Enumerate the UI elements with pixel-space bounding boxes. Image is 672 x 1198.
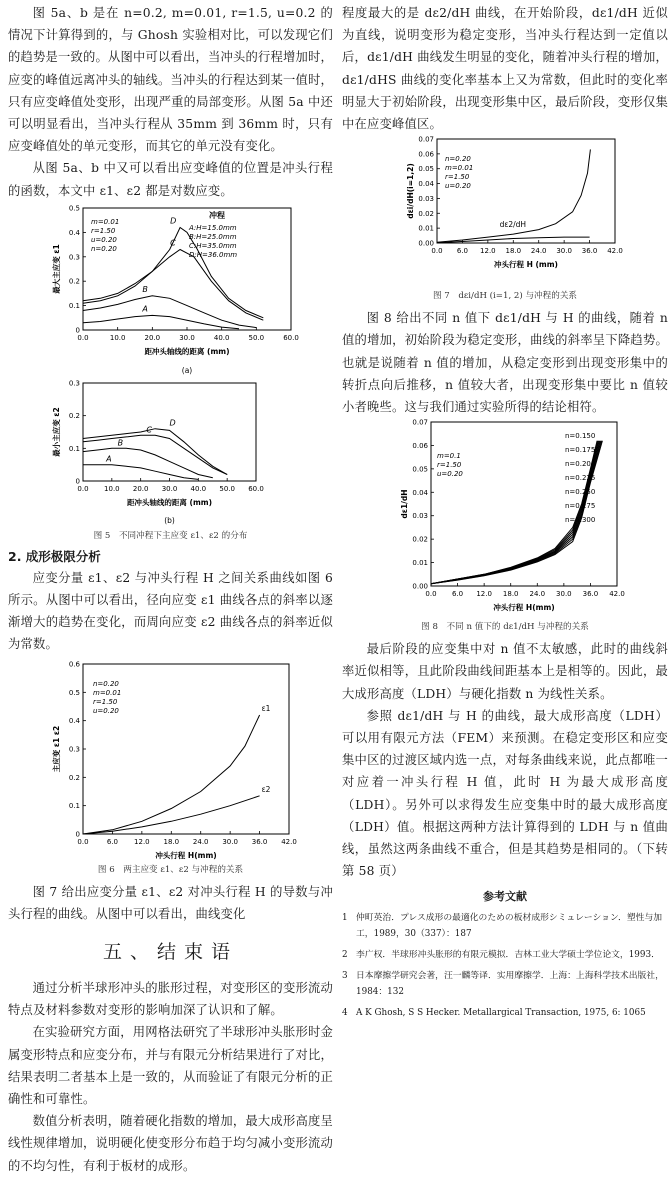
series-label: C bbox=[169, 238, 176, 248]
series-line-ε1 bbox=[83, 715, 260, 834]
series-label: n=0.150 bbox=[565, 432, 596, 441]
series-label: ε2 bbox=[261, 784, 270, 794]
x-tick-label: 6.0 bbox=[456, 247, 468, 256]
x-axis-label: 距冲头轴线的距离 (mm) bbox=[126, 497, 212, 507]
y-axis-label: 最大主应变 ε1 bbox=[51, 244, 61, 294]
series-label: D bbox=[169, 216, 176, 226]
x-tick-label: 42.0 bbox=[607, 247, 623, 256]
legend-entry: D:H=36.0mm bbox=[188, 250, 237, 259]
legend-entry: B:H=25.0mm bbox=[188, 232, 237, 241]
x-tick-label: 18.0 bbox=[505, 247, 522, 256]
reference-item: 1 仲町英治．プレス成形の最適化のための板材成形シミュレーション．塑性与加工，1989，30（337）：187 bbox=[342, 913, 663, 940]
figure-7-chart bbox=[385, 135, 625, 287]
y-tick-label: 0.5 bbox=[68, 688, 80, 697]
right-paragraph-1: 程度最大的是 dε2/dH 曲线，在开始阶段，dε1/dH 近似为直线，说明变形为稳定变形，当冲头行程达到一定值以后，dε1/dH 曲线发生明显的变化，随着冲头行程的增加，dε1/dHS 曲线的变化率基本上又为常数，但此时的变化率明显大于初始阶段，出现变形集中区，最后阶段，变形仅集中在应变峰值区。 bbox=[342, 6, 668, 132]
parameter-label: u=0.20 bbox=[445, 182, 471, 191]
right-paragraph-3: 最后阶段的应变集中对 n 值不太敏感，此时的曲线斜率近似相等，且此阶段曲线间距基本上是相等的。因此，最大成形高度（LDH）与硬化指数 n 为线性关系。 bbox=[342, 642, 668, 701]
x-tick-label: 6.0 bbox=[452, 590, 464, 599]
left-paragraph-3: 应变分量 ε1、ε2 与冲头行程 H 之间关系曲线如图 6 所示。从图中可以看出，径向应变 ε1 曲线各点的斜率以逐渐增大的趋势在变化，而周向应变 ε2 曲线各点的斜率近似为常数。 bbox=[8, 570, 333, 652]
x-tick-label: 18.0 bbox=[502, 590, 519, 599]
series-label: C bbox=[145, 425, 152, 435]
reference-item: 3 日本摩擦学研究会著，汪一麟等译．实用摩擦学．上海：上海科学技术出版社，1984：132 bbox=[342, 971, 664, 998]
y-tick-label: 0.01 bbox=[412, 559, 428, 568]
x-tick-label: 12.0 bbox=[133, 837, 150, 846]
plot-frame bbox=[83, 383, 256, 481]
parameter-label: m=0.01 bbox=[90, 217, 119, 226]
x-tick-label: 10.0 bbox=[109, 333, 125, 342]
y-tick-label: 0.03 bbox=[418, 195, 434, 204]
x-tick-label: 24.0 bbox=[192, 837, 209, 846]
parameter-label: n=0.20 bbox=[90, 244, 117, 253]
x-tick-label: 40.0 bbox=[213, 333, 229, 342]
x-tick-label: 0.0 bbox=[76, 484, 89, 493]
series-line-C bbox=[83, 249, 263, 320]
x-tick-label: 36.0 bbox=[581, 247, 598, 256]
left-paragraph-4: 图 7 给出应变分量 ε1、ε2 对冲头行程 H 的导数与冲头行程的曲线。从图中可以看出，曲线变化 bbox=[8, 884, 333, 921]
series-line-B bbox=[83, 296, 256, 328]
references-heading: 参考文献 bbox=[483, 890, 527, 904]
series-label: n=0.300 bbox=[565, 516, 596, 525]
parameter-label: r=1.50 bbox=[445, 173, 470, 182]
x-tick-label: 40.0 bbox=[190, 484, 206, 493]
y-axis-label: 最小主应变 ε2 bbox=[51, 407, 61, 457]
y-tick-label: 0.02 bbox=[418, 210, 434, 219]
y-tick-label: 0.4 bbox=[68, 228, 80, 237]
y-axis-label: 主应变 ε1 ε2 bbox=[51, 725, 61, 772]
x-tick-label: 30.0 bbox=[556, 590, 572, 599]
y-tick-label: 0.01 bbox=[418, 224, 434, 233]
figure-5a-chart bbox=[41, 202, 301, 377]
x-axis-label: 冲头行程 H(mm) bbox=[493, 603, 555, 613]
series-label: D bbox=[169, 418, 176, 428]
y-tick-label: 0.03 bbox=[412, 512, 428, 521]
x-tick-label: 10.0 bbox=[103, 484, 120, 493]
x-tick-label: 36.0 bbox=[582, 590, 599, 599]
conclusion-heading: 五、结束语 bbox=[102, 941, 238, 964]
parameter-label: r=1.50 bbox=[437, 461, 462, 470]
x-tick-label: 0.0 bbox=[425, 590, 437, 599]
x-tick-label: 30.0 bbox=[178, 333, 195, 342]
y-tick-label: 0.06 bbox=[412, 442, 428, 451]
y-tick-label: 0 bbox=[75, 477, 80, 486]
series-label: B bbox=[117, 438, 123, 448]
y-tick-label: 0.05 bbox=[412, 465, 428, 474]
y-tick-label: 0.1 bbox=[68, 444, 80, 453]
y-tick-label: 0 bbox=[75, 326, 80, 335]
x-tick-label: 60.0 bbox=[247, 484, 264, 493]
x-tick-label: 12.0 bbox=[480, 247, 496, 256]
series-label: dε2/dH bbox=[499, 220, 527, 230]
x-tick-label: 42.0 bbox=[609, 590, 625, 599]
y-tick-label: 0.07 bbox=[412, 418, 428, 427]
y-tick-label: 0.1 bbox=[68, 301, 80, 310]
y-tick-label: 0.05 bbox=[418, 165, 434, 174]
figure-8-chart bbox=[385, 418, 625, 618]
y-tick-label: 0.00 bbox=[412, 582, 428, 591]
y-tick-label: 0.2 bbox=[68, 411, 80, 420]
x-axis-label: 冲头行程 H(mm) bbox=[154, 850, 217, 860]
parameter-label: r=1.50 bbox=[92, 697, 117, 706]
parameter-label: u=0.20 bbox=[437, 470, 463, 479]
parameter-label: n=0.20 bbox=[445, 155, 471, 164]
left-paragraph-6: 在实验研究方面，用网格法研究了半球形冲头胀形时金属变形特点和应变分布，并与有限元分析结果进行了对比，结果表明二者基本上是一致的，从而验证了有限元分析的正确性和可靠性。 bbox=[8, 1025, 333, 1107]
series-label: A bbox=[105, 454, 112, 464]
y-tick-label: 0.3 bbox=[68, 379, 80, 388]
x-tick-label: 0.0 bbox=[76, 837, 89, 846]
series-label: n=0.175 bbox=[565, 446, 596, 455]
figure-5-caption: 图 5 不同冲程下主应变 ε1、ε2 的分布 bbox=[93, 530, 248, 541]
x-tick-label: 60.0 bbox=[282, 333, 299, 342]
x-tick-label: 30.0 bbox=[556, 247, 572, 256]
x-tick-label: 24.0 bbox=[529, 590, 546, 599]
y-tick-label: 0.02 bbox=[412, 535, 428, 544]
y-tick-label: 0.3 bbox=[68, 745, 80, 754]
y-tick-label: 0.06 bbox=[418, 150, 434, 159]
parameter-label: n=0.20 bbox=[92, 679, 119, 688]
x-tick-label: 50.0 bbox=[218, 484, 235, 493]
y-tick-label: 0.2 bbox=[68, 277, 80, 286]
x-tick-label: 6.0 bbox=[106, 837, 118, 846]
y-tick-label: 0.04 bbox=[418, 180, 434, 189]
left-paragraph-7: 数值分析表明，随着硬化指数的增加，最大成形高度呈线性规律增加，说明硬化使变形分布趋于均匀减小变形流动的不均匀性，有利于板材的成形。 bbox=[8, 1114, 333, 1173]
series-label: n=0.200 bbox=[565, 460, 596, 469]
sublabel: (b) bbox=[163, 515, 175, 525]
series-label: n=0.250 bbox=[565, 488, 596, 497]
legend-title: 冲程 bbox=[208, 210, 225, 220]
left-paragraph-5: 通过分析半球形冲头的胀形过程，对变形区的变形流动特点及材料参数对变形的影响加深了认识和了解。 bbox=[8, 981, 333, 1018]
sublabel: (a) bbox=[181, 365, 192, 375]
parameter-label: m=0.01 bbox=[445, 164, 474, 173]
series-label: B bbox=[141, 284, 148, 294]
x-axis-label: 冲头行程 H (mm) bbox=[494, 260, 558, 270]
y-tick-label: 0.1 bbox=[68, 801, 80, 810]
x-tick-label: 20.0 bbox=[144, 333, 160, 342]
y-tick-label: 0.00 bbox=[418, 239, 434, 248]
y-tick-label: 0 bbox=[75, 830, 80, 839]
y-tick-label: 0.07 bbox=[418, 135, 434, 144]
y-axis-label: dε1/dH bbox=[400, 489, 409, 519]
figure-6-chart bbox=[41, 656, 301, 861]
y-tick-label: 0.6 bbox=[68, 660, 80, 669]
series-label: ε1 bbox=[261, 703, 270, 713]
y-tick-label: 0.3 bbox=[68, 253, 80, 262]
section-2-heading: 2. 成形极限分析 bbox=[8, 548, 101, 564]
left-paragraph-2: 从图 5a、b 中又可以看出应变峰值的位置是冲头行程的函数，本文中 ε1、ε2 都是对数应变。 bbox=[8, 161, 333, 198]
x-tick-label: 20.0 bbox=[132, 484, 148, 493]
series-label: A bbox=[141, 304, 148, 314]
references-list bbox=[342, 910, 668, 1021]
parameter-label: u=0.20 bbox=[90, 235, 117, 244]
figure-5b-chart bbox=[41, 377, 301, 527]
right-paragraph-4: 参照 dε1/dH 与 H 的曲线，最大成形高度（LDH）可以用有限元方法（FEM）来预测。在稳定变形区和应变集中区的过渡区域内选一点，对每条曲线来说，此点都唯一对应着一冲头行程 H 值，此时 H 为最大成形高度（LDH）。另外可以求得发生应变集中时的最大成形高度（LDH）值。根据这两种方法计算得到的 LDH 与 n 值曲线，虽然这两条曲线不重合，但是其趋势是相同的。（下转第 58 页） bbox=[342, 708, 668, 879]
x-tick-label: 42.0 bbox=[280, 837, 297, 846]
y-tick-label: 0.04 bbox=[412, 489, 428, 498]
left-paragraph-1: 图 5a、b 是在 n=0.2, m=0.01, r=1.5, u=0.2 的情况下计算得到的，与 Ghosh 实验相对比，可以发现它们的趋势是一致的。从图中可以看出，当冲头的行程增加时，应变的峰值远离冲头的轴线。当冲头的行程达到某一值时，只有应变峰值处变形，出现严重的局部变形。从图 5a 中还可以明显看出，当冲头行程从 35mm 到 36mm 时，只有应变峰值处的单元变形，而其它的单元没有变化。 bbox=[8, 6, 333, 154]
x-tick-label: 36.0 bbox=[251, 837, 267, 846]
figure-7-caption: 图 7 dεi/dH (i=1, 2) 与冲程的关系 bbox=[432, 291, 578, 302]
parameter-label: m=0.1 bbox=[437, 452, 461, 461]
y-axis-label: dεi/dH(i=1,2) bbox=[406, 163, 415, 219]
right-paragraph-2: 图 8 给出不同 n 值下 dε1/dH 与 H 的曲线，随着 n 值的增加，初始阶段为稳定变形，曲线的斜率呈下降趋势。也就是说随着 n 值的增加，从稳定变形到出现变形集中的转折点向后推移，n 值较大者，出现变形集中要比 n 值较小者晚些。这与我们通过实验所得的结论相符。 bbox=[342, 311, 668, 415]
x-axis-label: 距冲头轴线的距离 (mm) bbox=[143, 346, 230, 356]
reference-item: 2 李广权．半球形冲头胀形的有限元模拟．吉林工业大学硕士学位论文，1993． bbox=[342, 950, 660, 961]
legend-entry: A:H=15.0mm bbox=[188, 223, 237, 232]
x-tick-label: 50.0 bbox=[248, 333, 264, 342]
figure-6-caption: 图 6 两主应变 ε1、ε2 与冲程的关系 bbox=[97, 864, 244, 875]
left-column bbox=[8, 0, 333, 1177]
y-tick-label: 0.5 bbox=[68, 204, 80, 213]
series-label: n=0.275 bbox=[565, 502, 596, 511]
legend-entry: C:H=35.0mm bbox=[188, 241, 237, 250]
reference-item: 4 A K Ghosh, S S Hecker. Metallargical Transaction, 1975, 6: 1065 bbox=[342, 1008, 646, 1019]
series-label: n=0.225 bbox=[565, 474, 596, 483]
x-tick-label: 30.0 bbox=[161, 484, 177, 493]
figure-8-caption: 图 8 不同 n 值下的 dε1/dH 与冲程的关系 bbox=[421, 622, 589, 633]
x-tick-label: 30.0 bbox=[221, 837, 238, 846]
y-tick-label: 0.4 bbox=[68, 716, 80, 725]
parameter-label: u=0.20 bbox=[92, 706, 119, 715]
parameter-label: r=1.50 bbox=[90, 226, 115, 235]
x-tick-label: 12.0 bbox=[476, 590, 492, 599]
x-tick-label: 24.0 bbox=[530, 247, 547, 256]
x-tick-label: 0.0 bbox=[76, 333, 89, 342]
x-tick-label: 0.0 bbox=[431, 247, 443, 256]
y-tick-label: 0.2 bbox=[68, 773, 80, 782]
parameter-label: m=0.01 bbox=[92, 688, 121, 697]
x-tick-label: 18.0 bbox=[162, 837, 179, 846]
right-column bbox=[342, 0, 668, 1026]
series-line-ε2 bbox=[83, 795, 260, 833]
series-line-B bbox=[83, 448, 213, 477]
